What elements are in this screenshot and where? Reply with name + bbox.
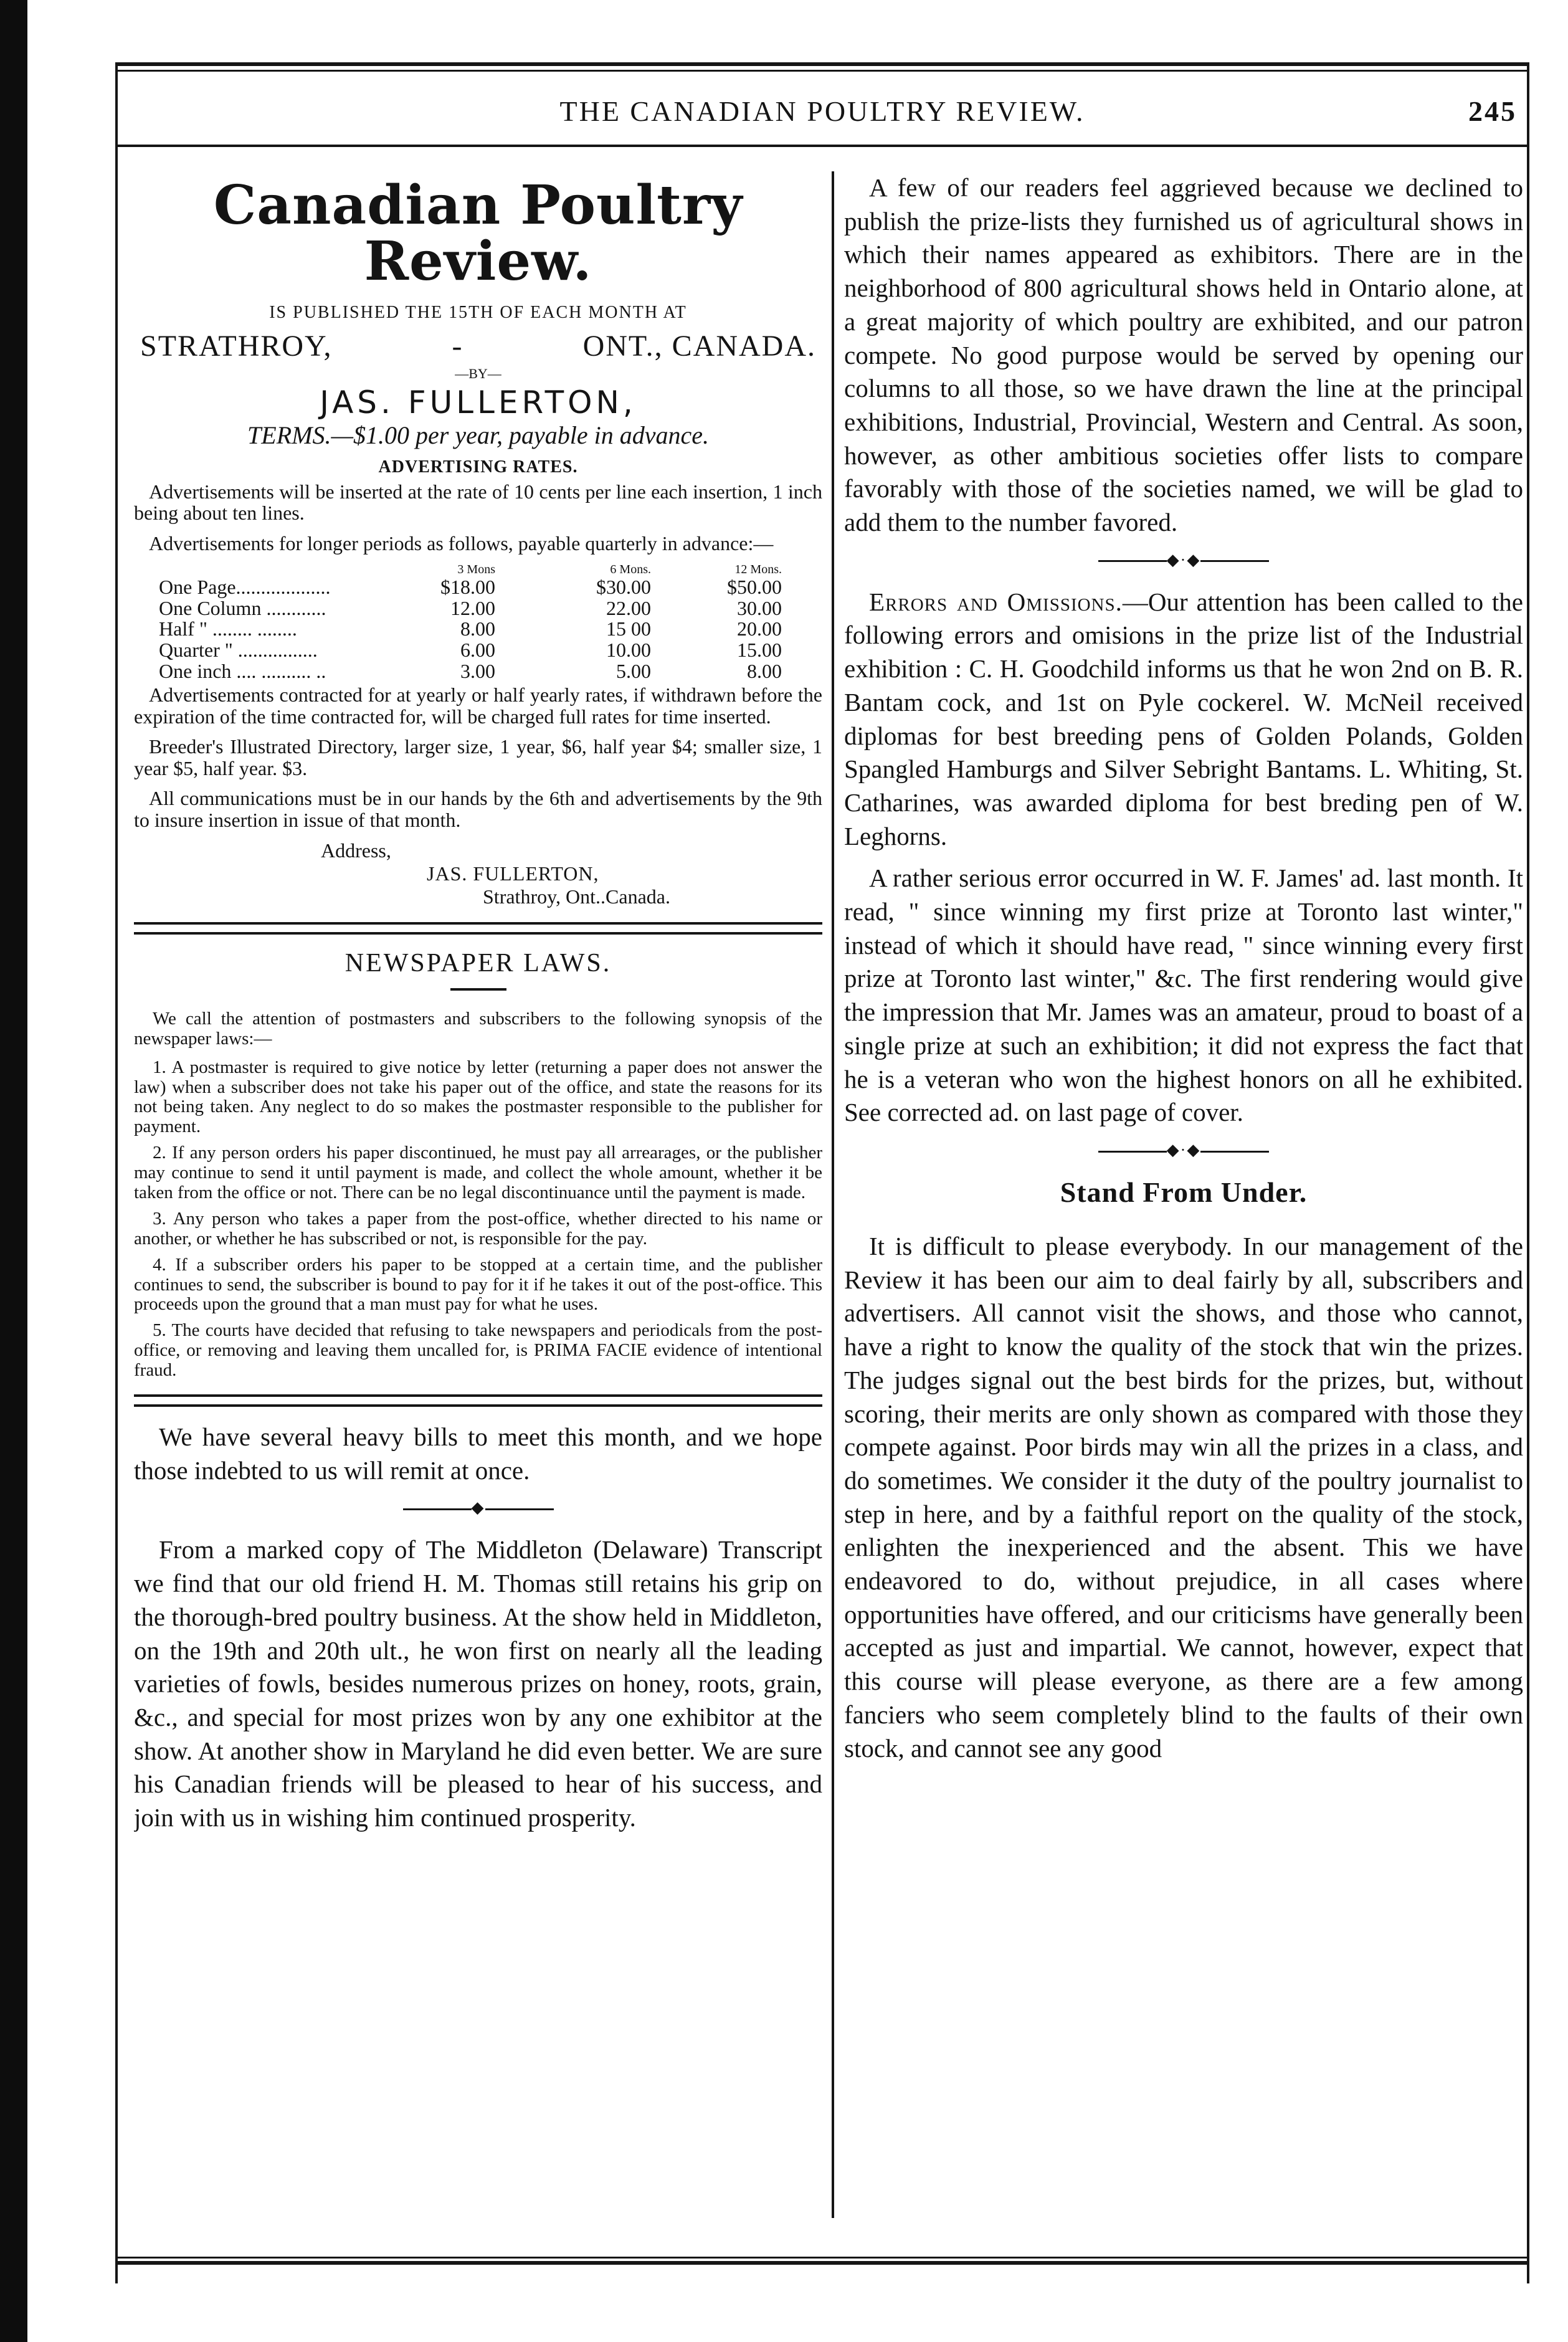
rate-3: 12.00: [450, 596, 495, 619]
errors-paragraph: [844, 586, 1523, 854]
errors-text: —Our attention has been called to the following errors and omisions in the prize list of the Industrial exhibition : C. H. Goodchild informs us that he won 2nd on B. R. Bantam cock, and 1st on Pyle cockerel. W. McNeil received diplomas for best breeding pens of Golden Polands, Golden Spangled Hamburgs and Silver Sebright Bantams. L. Whiting, St. Catharines, was awarded diploma for best breding pen of W. Leghorns.: [844, 587, 1523, 850]
left-border: [115, 62, 118, 2283]
law-item: 1. A postmaster is required to give notice by letter (returning a paper does not answer the law) when a subscriber does not take his paper out of the office, and state the reasons for its not being taken. Any neglect to do so makes the postmaster responsible to the publisher for payment.: [134, 1057, 822, 1137]
top-border-inner: [115, 70, 1529, 72]
rate-12: 30.00: [737, 596, 782, 619]
law-item: 3. Any person who takes a paper from the post-office, whether directed to his name or another, or whether he has subscribed or not, is responsible for the pay.: [134, 1208, 822, 1249]
ornament-divider: [134, 1498, 822, 1517]
place-separator: -: [452, 329, 463, 363]
advertising-longer: Advertisements for longer periods as follows, payable quarterly in advance:—: [149, 531, 774, 555]
terms: TERMS.—$1.00 per year, payable in advance.: [247, 421, 709, 449]
newspaper-laws-heading: NEWSPAPER LAWS.: [344, 948, 612, 978]
rates-header: [159, 563, 822, 577]
rate-6: 5.00: [616, 659, 651, 682]
province: ONT., CANADA.: [582, 329, 816, 363]
advertising-contracted: Advertisements contracted for at yearly or half yearly rates, if withdrawn before the expiration of the time contracted for, will be charged full rates for time inserted.: [134, 683, 822, 728]
by-line: —BY—: [455, 365, 501, 381]
address-block: [134, 839, 822, 908]
advertising-heading: ADVERTISING RATES.: [378, 457, 578, 477]
james-error-paragraph: A rather serious error occurred in W. F. James' ad. last month. It read, " since winning my first prize at Toronto last winter," instead of which it should have read, " since winning every first prize at Toronto last winter," &c. The first rendering would give the impression that Mr. James was an amateur, proud to boast of a single prize at such an exhibition; it did not express the fact that he is a veteran who won the highest honors on all he exhibited. See corrected ad. on last page of cover.: [844, 864, 1523, 1127]
advertising-intro: Advertisements will be inserted at the rate of 10 cents per line each insertion, 1 inch being about ten lines.: [134, 480, 822, 525]
ornament-glyph: ◆·◆: [1166, 1140, 1201, 1159]
right-column: [844, 171, 1523, 2218]
rates-row: [159, 577, 822, 598]
rates-row: [159, 661, 822, 682]
communications: All communications must be in our hands by the 6th and advertisements by the 9th to insure insertion in issue of that month.: [134, 787, 822, 831]
prize-lists-paragraph: A few of our readers feel aggrieved because we declined to publish the prize-lists they furnished us of agricultural shows in which their names appeared as exhibitors. There are in the neighborhood of 800 agricultural shows held in Ontario alone, at a great majority of which poultry are exhibited, and our patron compete. No good purpose would be served by opening our columns to all those, so we have drawn the line at the principal exhibitions, Industrial, Provincial, Western and Central. As soon, however, as other ambitious societies offer lists to compare favorably with those of the societies named, we will be glad to add them to the number favored.: [844, 173, 1523, 537]
rates-row: [159, 598, 822, 619]
address-name: JAS. FULLERTON,: [427, 862, 599, 885]
header-rule: [115, 145, 1529, 147]
rate-3: $18.00: [440, 576, 495, 599]
rate-6: 15 00: [606, 617, 651, 640]
rate-3: 6.00: [460, 639, 495, 662]
rates-row: [159, 640, 822, 661]
rate-3: 8.00: [460, 617, 495, 640]
ornament-glyph: ◆·◆: [1166, 550, 1201, 569]
bills-paragraph: We have several heavy bills to meet this month, and we hope those indebted to us will remit at once.: [134, 1422, 822, 1485]
rates-row: [159, 619, 822, 640]
newspaper-page: [115, 62, 1529, 2283]
short-rule: [450, 988, 506, 991]
bottom-border: [115, 2261, 1529, 2265]
page-number: 245: [1468, 95, 1517, 127]
ornament-divider: [844, 1141, 1523, 1159]
rate-label: Half " ........ ........: [159, 619, 297, 640]
newspaper-laws-intro: We call the attention of postmasters and subscribers to the following synopsis of the newspaper laws:—: [134, 1008, 822, 1049]
section-rule: [134, 922, 822, 935]
rates-col-6: 6 Mons.: [610, 563, 651, 577]
left-column: [134, 171, 822, 2218]
column-divider: [832, 171, 834, 2218]
law-item: 4. If a subscriber orders his paper to be stopped at a certain time, and the publisher continues to send, the subscriber is bound to pay for it if he takes it out of the post-office. This proceeds upon the ground that a man must pay for what he uses.: [134, 1254, 822, 1315]
masthead-title: Canadian Poultry Review.: [213, 174, 743, 293]
rate-12: $50.00: [727, 576, 782, 599]
scan-edge: [0, 0, 27, 2342]
stand-from-under-paragraph: It is difficult to please everybody. In our management of the Review it has been our aim to deal fairly by all, subscribers and advertisers. All cannot visit the shows, and those who cannot, have a right to know the quality of the stock that win the prizes. The judges signal out the best birds for the prizes, but, without scoring, their merits are only shown as compared with those they compete against. Poor birds may win all the prizes in a class, and do sometimes. We consider it the duty of the poultry journalist to step in here, and by a faithful report on the quality of the stock, enlighten the inexperienced and the absent. This we have endeavored to do, without prejudice, in all cases where opportunities have offered, and our criticisms have generally been accepted as just and impartial. We cannot, however, expect that this course will please everyone, as there are a few among fanciers who seem completely blind to the faults of their own stock, and cannot see any good: [844, 1231, 1523, 1763]
place-line: [140, 329, 816, 363]
rate-12: 15.00: [737, 639, 782, 662]
section-rule: [134, 1394, 822, 1407]
stand-from-under-heading: Stand From Under.: [1060, 1176, 1308, 1208]
law-item: 2. If any person orders his paper discontinued, he must pay all arrearages, or the publisher may continue to send it until payment is made, and collect the whole amount, whether it be taken from the office or not. There can be no legal discontinuance until the payment is made.: [134, 1143, 822, 1202]
rate-6: $30.00: [596, 576, 651, 599]
town: STRATHROY,: [140, 329, 333, 363]
publication-line: IS PUBLISHED THE 15TH OF EACH MONTH AT: [269, 302, 687, 322]
rate-label: One inch .... .......... ..: [159, 660, 326, 682]
errors-lead-in: Errors and Omissions.: [869, 587, 1123, 616]
rates-col-12: 12 Mons.: [734, 563, 782, 577]
rate-label: Quarter " ................: [159, 640, 318, 661]
ornament-divider: [844, 551, 1523, 569]
rate-6: 22.00: [606, 596, 651, 619]
running-title: THE CANADIAN POULTRY REVIEW.: [559, 95, 1085, 127]
running-head: [115, 95, 1529, 132]
address-place: Strathroy, Ont..Canada.: [483, 885, 670, 908]
right-border: [1527, 62, 1529, 2283]
breeders-directory: Breeder's Illustrated Directory, larger size, 1 year, $6, half year $4; smaller size, 1 year $5, half year. $3.: [134, 735, 822, 779]
rate-6: 10.00: [606, 639, 651, 662]
rate-label: One Page...................: [159, 577, 331, 598]
middleton-paragraph: From a marked copy of The Middleton (Delaware) Transcript we find that our old friend H. M. Thomas still retains his grip on the thorough-bred poultry business. At the show held in Middleton, on the 19th and 20th ult., he won first on nearly all the leading varieties of fowls, besides numerous prizes on honey, roots, grain, &c., and special for most prizes won by any one exhibitor at the show. At another show in Maryland he did even better. We are sure his Canadian friends will be pleased to hear of his success, and join with us in wishing him continued prosperity.: [134, 1535, 822, 1832]
rates-col-3: 3 Mons: [457, 563, 495, 577]
rate-12: 20.00: [737, 617, 782, 640]
editor-name: JAS. FULLERTON,: [320, 384, 637, 421]
law-item: 5. The courts have decided that refusing to take newspapers and periodicals from the post-office, or removing and leaving them uncalled for, is PRIMA FACIE evidence of intentional fraud.: [134, 1320, 822, 1381]
bottom-border-inner: [115, 2257, 1529, 2259]
address-label: Address,: [321, 839, 391, 862]
top-border: [115, 62, 1529, 66]
rate-3: 3.00: [460, 659, 495, 682]
rate-label: One Column ............: [159, 597, 326, 619]
rate-12: 8.00: [747, 659, 782, 682]
ornament-glyph: ◆: [471, 1498, 485, 1517]
